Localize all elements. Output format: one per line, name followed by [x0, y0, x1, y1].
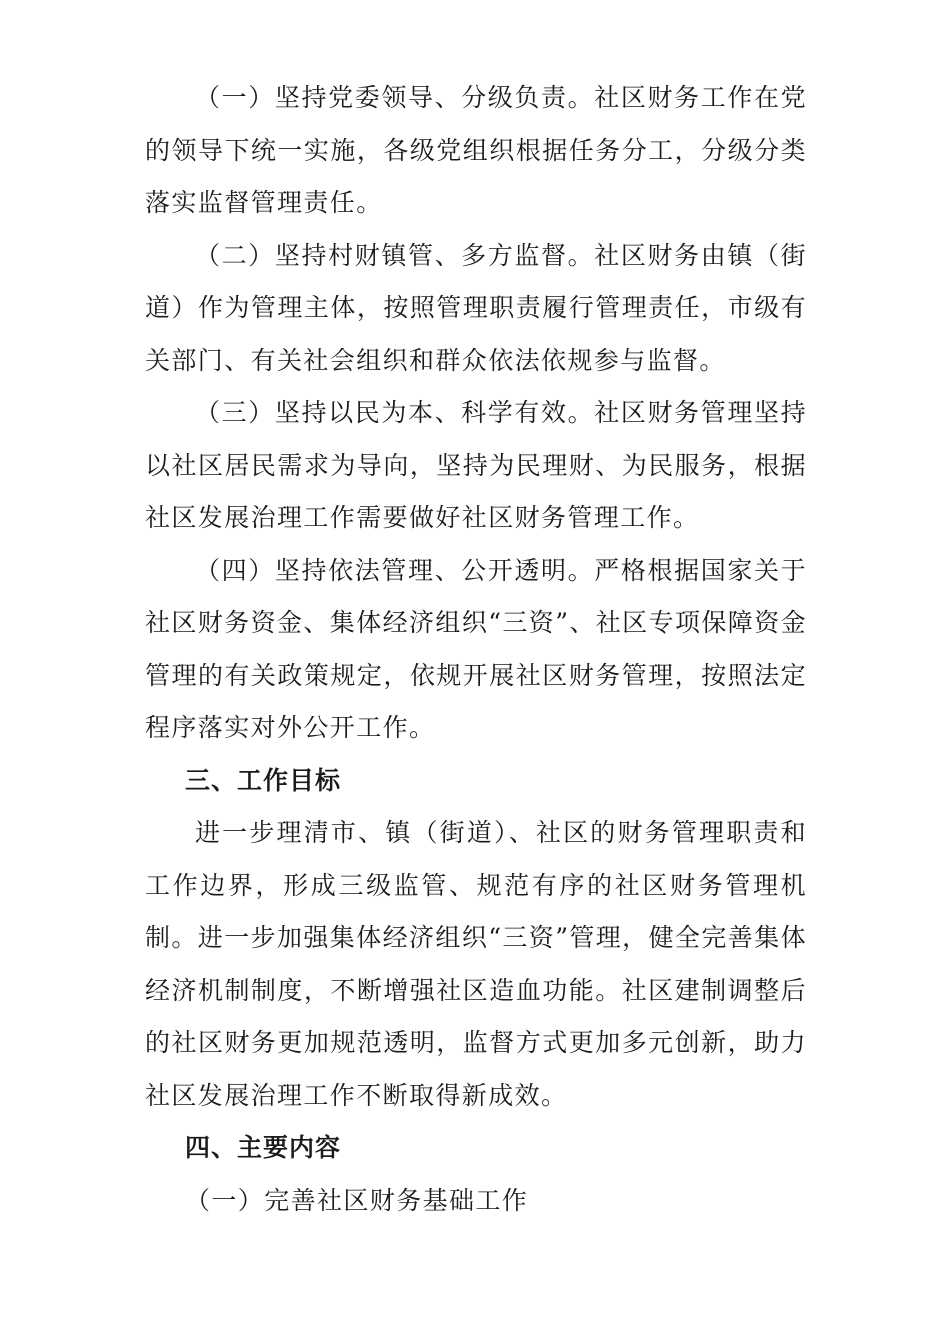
- subsection-heading-1: （一）完善社区财务基础工作: [185, 1185, 529, 1215]
- document-body: [145, 72, 807, 1227]
- section-heading-goals: 三、工作目标: [185, 765, 342, 795]
- principle-paragraph-2: （二）坚持村财镇管、多方监督。社区财务由镇（街道）作为管理主体，按照管理职责履行管理责任，市级有关部门、有关社会组织和群众依法依规参与监督。: [145, 240, 807, 375]
- principle-paragraph-3: （三）坚持以民为本、科学有效。社区财务管理坚持以社区居民需求为导向，坚持为民理财、为民服务，根据社区发展治理工作需要做好社区财务管理工作。: [145, 398, 807, 532]
- principle-paragraph-4: （四）坚持依法管理、公开透明。严格根据国家关于社区财务资金、集体经济组织“三资”、社区专项保障资金管理的有关政策规定，依规开展社区财务管理，按照法定程序落实对外公开工作。: [145, 555, 807, 742]
- section-heading-main-content: 四、主要内容: [185, 1133, 342, 1162]
- principle-paragraph-1: （一）坚持党委领导、分级负责。社区财务工作在党的领导下统一实施，各级党组织根据任务分工，分级分类落实监督管理责任。: [145, 83, 807, 217]
- goals-paragraph: 进一步理清市、镇（街道）、社区的财务管理职责和工作边界，形成三级监管、规范有序的社区财务管理机制。进一步加强集体经济组织“三资”管理，健全完善集体经济机制制度，不断增强社区造血功能。社区建制调整后的社区财务更加规范透明，监督方式更加多元创新，助力社区发展治理工作不断取得新成效。: [145, 818, 807, 1110]
